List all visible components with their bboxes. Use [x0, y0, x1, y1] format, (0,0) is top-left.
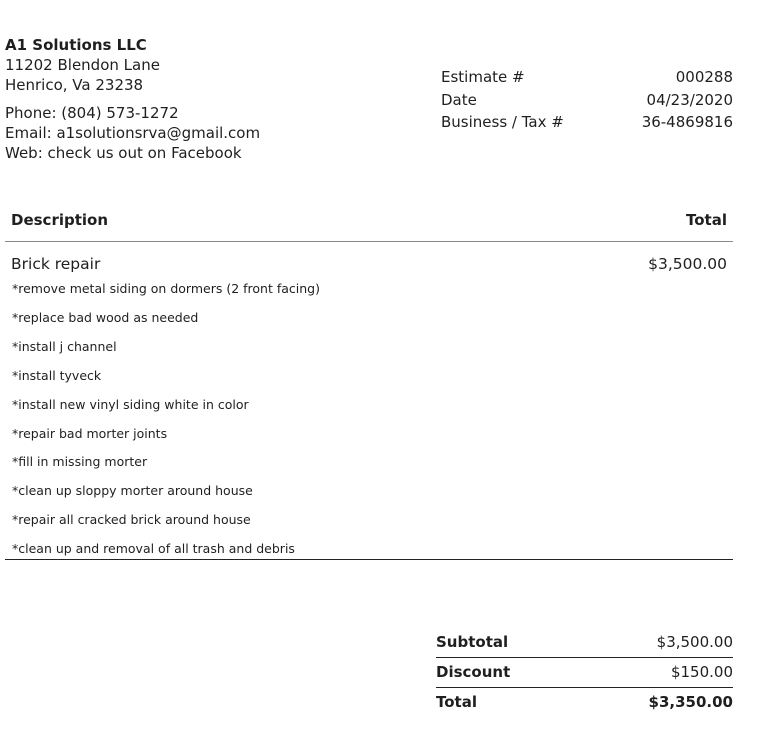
description-header: Description — [11, 211, 109, 229]
total-value: $3,350.00 — [648, 693, 733, 711]
totals-section — [436, 628, 733, 717]
address-line-2: Henrico, Va 23238 — [5, 76, 144, 94]
company-name: A1 Solutions LLC — [5, 36, 147, 54]
line-item-title: Brick repair — [11, 255, 101, 273]
detail-line: *install j channel — [12, 338, 117, 354]
date-row — [441, 89, 733, 112]
detail-line: *fill in missing morter — [12, 454, 148, 470]
detail-line: *replace bad wood as needed — [12, 309, 199, 325]
total-header: Total — [686, 211, 727, 229]
discount-row — [436, 658, 733, 688]
detail-line: *repair bad morter joints — [12, 425, 168, 441]
discount-label: Discount — [436, 663, 511, 681]
detail-line: *install tyveck — [12, 367, 102, 383]
detail-line: *clean up sloppy morter around house — [12, 483, 253, 499]
detail-line: *clean up and removal of all trash and debris — [12, 541, 295, 557]
estimate-number-label: Estimate # — [441, 68, 525, 86]
discount-value: $150.00 — [670, 663, 733, 681]
estimate-number-value: 000288 — [675, 68, 733, 86]
detail-line: *repair all cracked brick around house — [12, 512, 251, 528]
tax-number-label: Business / Tax # — [441, 113, 564, 131]
subtotal-value: $3,500.00 — [656, 633, 733, 651]
total-label: Total — [436, 693, 477, 711]
line-item-details — [5, 275, 733, 564]
detail-line: *install new vinyl siding white in color — [12, 396, 249, 412]
company-phone: Phone: (804) 573-1272 — [5, 104, 179, 122]
table-header — [5, 206, 733, 242]
detail-line: *remove metal siding on dormers (2 front facing) — [12, 281, 320, 296]
estimate-number-row — [441, 66, 733, 89]
company-web: Web: check us out on Facebook — [5, 144, 242, 162]
subtotal-label: Subtotal — [436, 633, 509, 651]
date-value: 04/23/2020 — [646, 90, 733, 109]
address-line-1: 11202 Blendon Lane — [5, 56, 160, 74]
total-row — [436, 688, 733, 717]
company-email: Email: a1solutionsrva@gmail.com — [5, 124, 261, 142]
estimate-meta — [441, 66, 733, 134]
tax-number-value: 36-4869816 — [641, 113, 733, 131]
line-items-table — [5, 206, 733, 560]
company-info — [5, 35, 305, 163]
line-item — [5, 253, 733, 275]
date-label: Date — [441, 90, 477, 109]
tax-number-row — [441, 111, 733, 134]
line-item-amount: $3,500.00 — [648, 255, 727, 273]
subtotal-row — [436, 628, 733, 658]
